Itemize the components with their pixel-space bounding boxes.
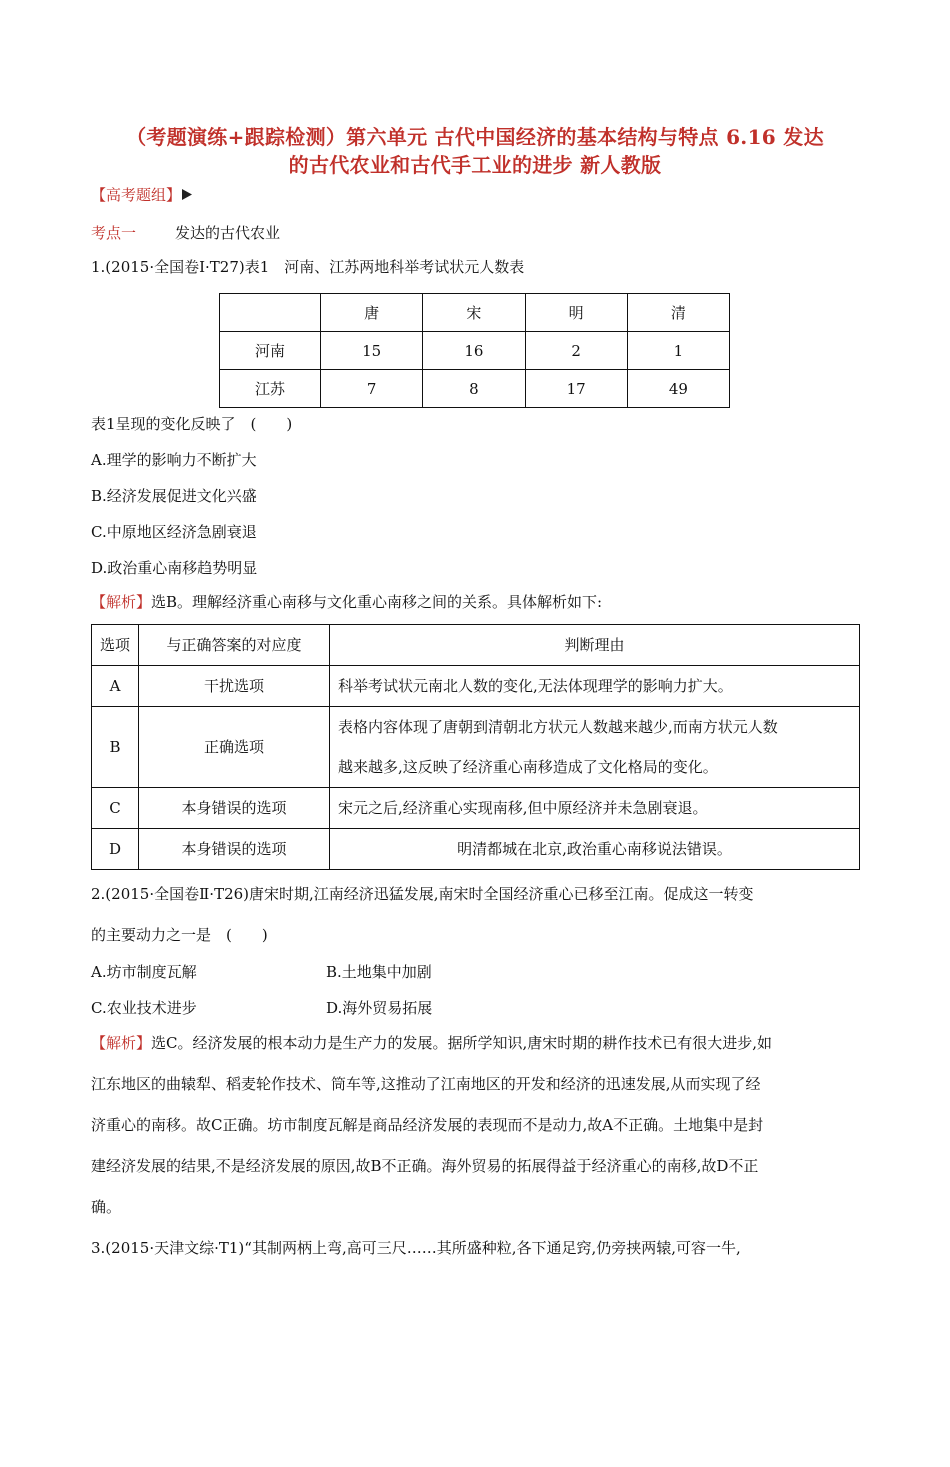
table-cell [220,294,321,332]
table-cell: 清 [627,294,729,332]
table-cell: 选项 [92,625,139,666]
table-row [92,829,860,870]
document-title [91,123,859,179]
table-cell: A [92,666,139,707]
table-cell: 宋元之后,经济重心实现南移,但中原经济并未急剧衰退。 [330,788,860,829]
table-cell: 15 [321,332,423,370]
document-page [0,123,950,1467]
q1-option-c: C.中原地区经济急剧衰退 [91,523,257,541]
q1-stem: 1.(2015·全国卷Ⅰ·T27)表1 河南、江苏两地科举考试状元人数表 [91,258,525,276]
q1-analysis [91,592,859,612]
table-cell: 唐 [321,294,423,332]
table-cell: D [92,829,139,870]
q1-option-a: A.理学的影响力不断扩大 [91,451,257,469]
q1-question: 表1呈现的变化反映了 ( ) [91,415,293,433]
table-cell: B [92,707,139,788]
table-cell: 16 [423,332,525,370]
q1-option-b: B.经济发展促进文化兴盛 [91,487,257,505]
table-row [92,707,860,788]
table-cell: 本身错误的选项 [139,829,330,870]
section-tag [91,185,859,205]
table-header-row [92,625,860,666]
analysis-label: 【解析】 [91,1034,152,1052]
table-cell [330,707,860,788]
table-row [220,370,730,408]
section-tag-label: 【高考题组】 [91,186,182,204]
kaodian-label: 考点一 [91,224,137,242]
table-row [92,666,860,707]
q2-analysis [91,1023,859,1228]
q1-data-table [219,293,730,408]
table-cell: 与正确答案的对应度 [139,625,330,666]
q2-stem-line-1: 2.(2015·全国卷Ⅱ·T26)唐宋时期,江南经济迅猛发展,南宋时全国经济重心已移至江南。促成这一转变 [91,885,754,903]
q2-option-a: A.坊市制度瓦解 [91,963,197,981]
q2-stem [91,874,859,956]
reason-line-2: 越来越多,这反映了经济重心南移造成了文化格局的变化。 [338,758,718,776]
q2-analysis-line-5: 确。 [91,1198,122,1216]
q2-analysis-line-2: 江东地区的曲辕犁、稻麦轮作技术、筒车等,这推动了江南地区的开发和经济的迅速发展,从而实现了经 [91,1075,761,1093]
q3-stem: 3.(2015·天津文综·T1)“其制两柄上弯,高可三尺……其所盛种粒,各下通足窍,仍旁挟两辕,可容一牛, [91,1239,741,1257]
table-cell: 本身错误的选项 [139,788,330,829]
table-cell: 明清都城在北京,政治重心南移说法错误。 [330,829,860,870]
table-cell: 判断理由 [330,625,860,666]
table-row [220,332,730,370]
table-cell: 宋 [423,294,525,332]
q1-analysis-table [91,624,860,870]
table-cell: 2 [525,332,627,370]
play-triangle-icon [181,188,193,201]
q2-option-d: D.海外贸易拓展 [326,999,433,1017]
table-cell: 8 [423,370,525,408]
kaodian-text: 发达的古代农业 [175,224,281,242]
table-cell: 正确选项 [139,707,330,788]
q2-analysis-line-3: 济重心的南移。故C正确。坊市制度瓦解是商品经济发展的表现而不是动力,故A不正确。土地集中是封 [91,1116,764,1134]
table-cell: 江苏 [220,370,321,408]
table-cell: 17 [525,370,627,408]
table-cell: 科举考试状元南北人数的变化,无法体现理学的影响力扩大。 [330,666,860,707]
title-line-2: 的古代农业和古代手工业的进步 新人教版 [288,153,662,177]
q2-analysis-line-4: 建经济发展的结果,不是经济发展的原因,故B不正确。海外贸易的拓展得益于经济重心的南移,故D不正 [91,1157,759,1175]
q1-option-d: D.政治重心南移趋势明显 [91,559,258,577]
title-line-1: （考题演练+跟踪检测）第六单元 古代中国经济的基本结构与特点 6.16 发达 [126,125,824,149]
q2-options-row-2 [91,998,859,1018]
table-cell: C [92,788,139,829]
table-cell: 河南 [220,332,321,370]
q2-analysis-line-1 [91,1023,859,1064]
q2-option-b: B.土地集中加剧 [326,963,432,981]
reason-line-1: 表格内容体现了唐朝到清朝北方状元人数越来越少,而南方状元人数 [338,718,778,736]
analysis-label: 【解析】 [91,593,152,611]
analysis-text: 选B。理解经济重心南移与文化重心南移之间的关系。具体解析如下: [151,593,603,611]
table-header-row [220,294,730,332]
table-cell: 干扰选项 [139,666,330,707]
table-row [92,788,860,829]
q2-options-row-1 [91,962,859,982]
q2-option-c: C.农业技术进步 [91,999,197,1017]
table-cell: 明 [525,294,627,332]
table-cell: 49 [627,370,729,408]
kaodian-heading [91,223,859,243]
analysis-text: 选C。经济发展的根本动力是生产力的发展。据所学知识,唐宋时期的耕作技术已有很大进步,如 [151,1034,773,1052]
table-cell: 1 [627,332,729,370]
table-cell: 7 [321,370,423,408]
q2-stem-line-2: 的主要动力之一是 ( ) [91,926,268,944]
